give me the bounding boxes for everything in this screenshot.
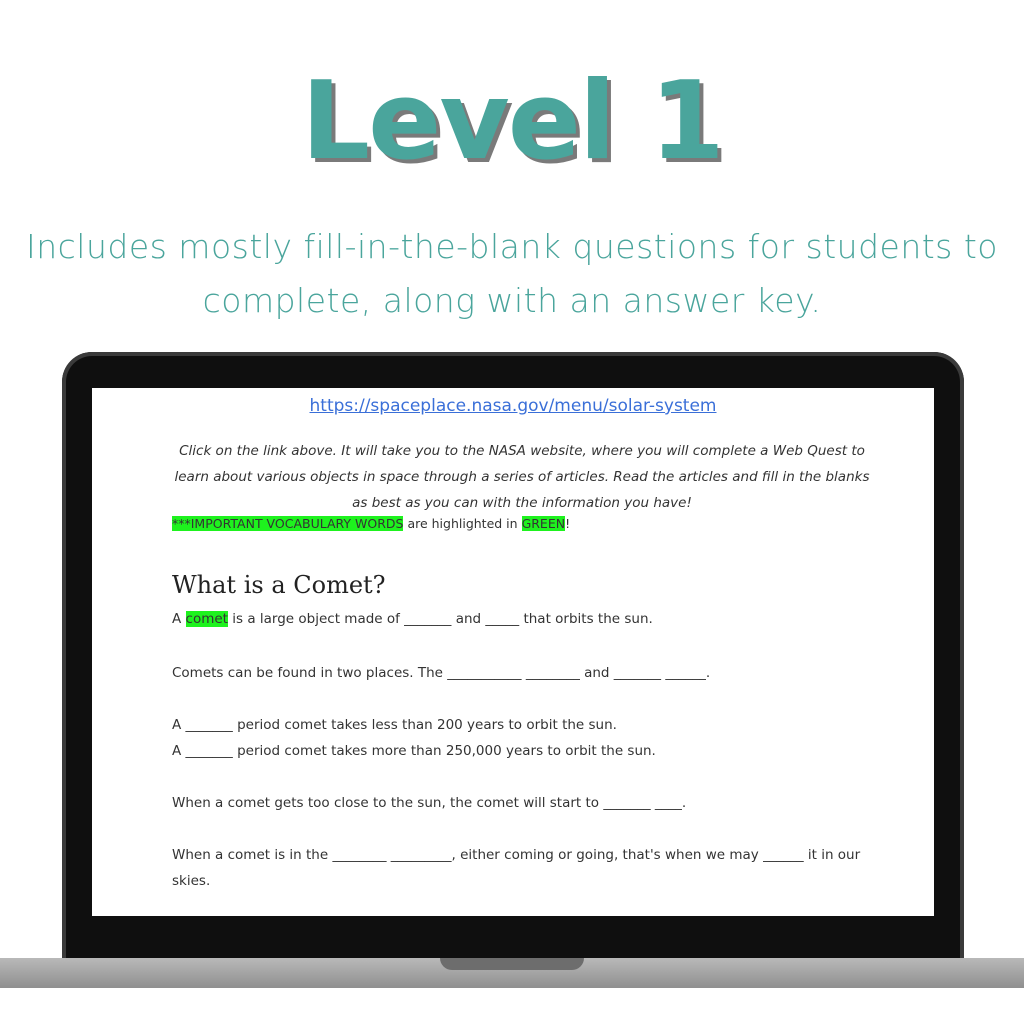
vocab-end-text: ! <box>565 516 571 531</box>
level-title: Level 1 <box>301 59 723 184</box>
question-6: When a comet is in the ________ _________, either coming or going, that's when we may ______ it in our skies. <box>172 847 861 889</box>
level-subtitle: Includes mostly fill-in-the-blank questions for students to complete, along with an answer key. <box>26 227 998 320</box>
question-5: When a comet gets too close to the sun, the comet will start to _______ ____. <box>172 795 687 811</box>
section-heading: What is a Comet? <box>172 571 386 599</box>
q1-rest: is a large object made of _______ and _____ that orbits the sun. <box>227 611 653 627</box>
vocab-highlight-label: ***IMPORTANT VOCABULARY WORDS <box>172 516 404 531</box>
vocabulary-note <box>172 516 872 531</box>
vocab-middle-text: are highlighted in <box>403 516 522 531</box>
laptop-notch <box>440 958 584 970</box>
question-3: A _______ period comet takes less than 200 years to orbit the sun. <box>172 717 617 733</box>
q1-start: A <box>172 611 186 627</box>
nasa-link[interactable]: https://spaceplace.nasa.gov/menu/solar-system <box>309 396 717 416</box>
q1-highlight-comet: comet <box>185 611 228 627</box>
intro-paragraph: Click on the link above. It will take you to the NASA website, where you will complete a Web Quest to learn about various objects in space through a series of articles. Read the articles and fill in the blanks as best as you can with the information you have! <box>174 443 870 511</box>
question-2: Comets can be found in two places. The ___________ ________ and _______ ______. <box>172 665 711 681</box>
laptop-screen <box>92 388 934 916</box>
question-4: A _______ period comet takes more than 250,000 years to orbit the sun. <box>172 743 656 759</box>
question-1 <box>172 606 892 632</box>
vocab-green-word: GREEN <box>521 516 566 531</box>
